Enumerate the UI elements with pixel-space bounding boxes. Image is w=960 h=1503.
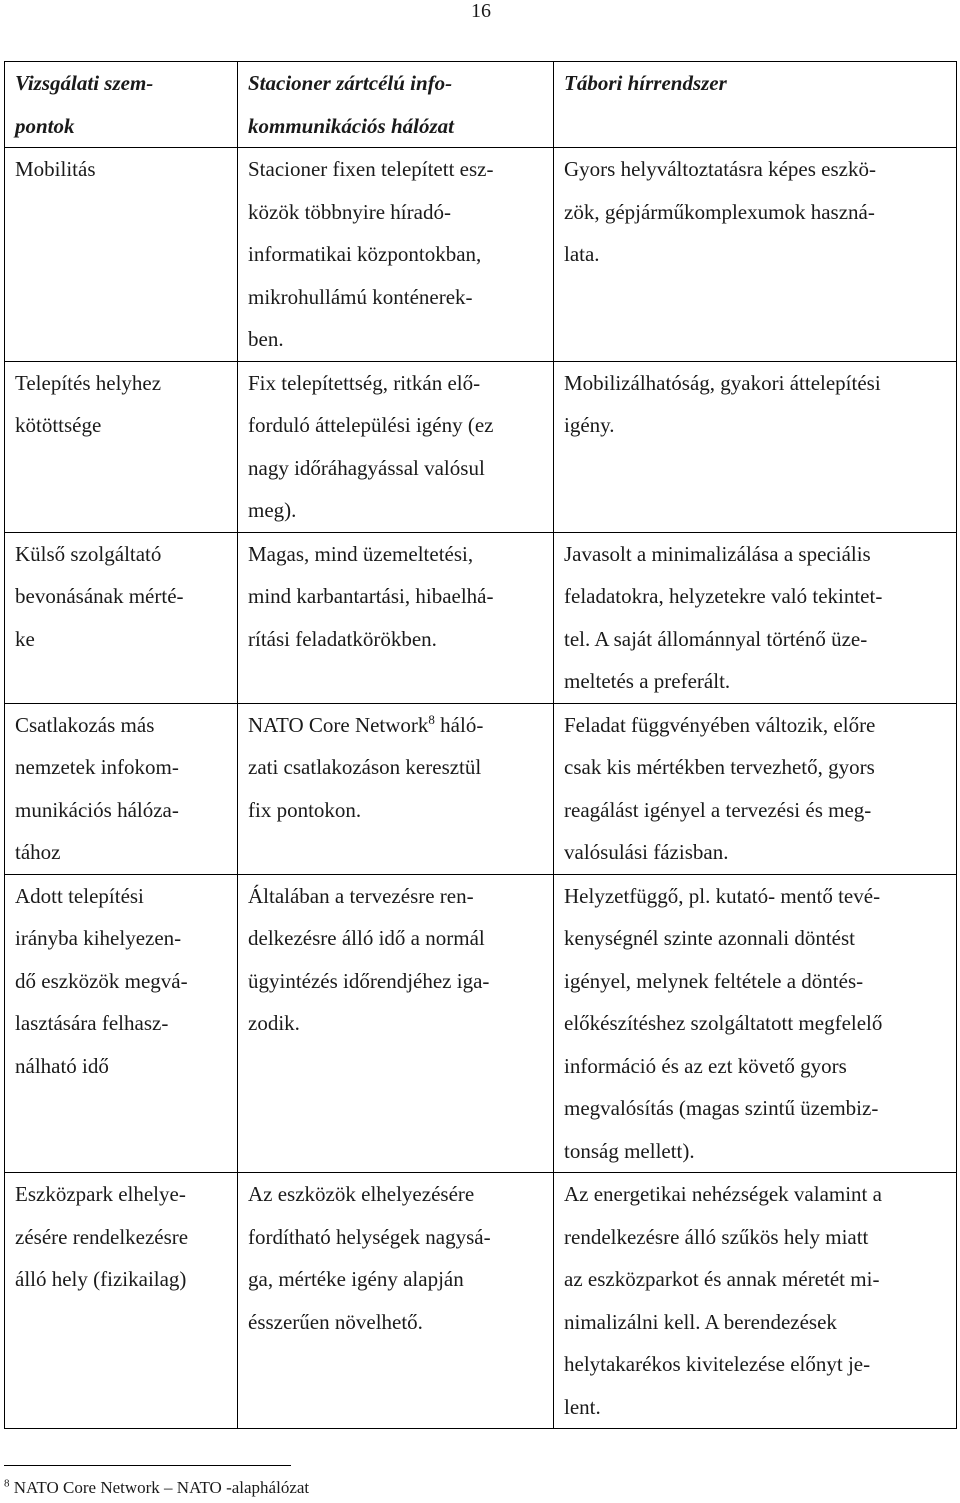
table-header-row <box>5 62 957 148</box>
cell-line: Adott telepítési <box>15 883 144 908</box>
cell-line: pontok <box>15 113 75 138</box>
cell-line: mind karbantartási, hibaelhá- <box>248 584 494 608</box>
cell-line: információ és az ezt követő gyors <box>564 1053 847 1078</box>
cell-line: rendelkezésre álló szűkös hely miatt <box>564 1224 869 1249</box>
cell-line: irányba kihelyezen- <box>15 926 182 950</box>
cell-criterion <box>5 532 238 703</box>
cell-line: fix pontokon. <box>248 797 362 822</box>
header-cell-stationary-network <box>238 62 554 148</box>
cell-line: zati csatlakozáson keresztül <box>248 755 482 779</box>
cell-line: csak kis mértékben tervezhető, gyors <box>564 755 875 779</box>
cell-stationary-network <box>238 703 554 874</box>
cell-line: rítási feladatkörökben. <box>248 626 437 651</box>
cell-criterion <box>5 1173 238 1429</box>
cell-line: nimalizálni kell. A berendezések <box>564 1309 837 1334</box>
cell-line: Tábori hírrendszer <box>564 71 727 95</box>
header-cell-field-system <box>554 62 957 148</box>
table-row <box>5 361 957 532</box>
cell-line: kötöttsége <box>15 413 102 437</box>
cell-line: Stacioner fixen telepített esz- <box>248 157 494 181</box>
cell-line: Stacioner zártcélú info- <box>248 71 453 95</box>
cell-line: lasztására felhasz- <box>15 1011 169 1035</box>
cell-line: nagy időráhagyással valósul <box>248 455 485 480</box>
table-row <box>5 874 957 1173</box>
cell-line: nálható idő <box>15 1053 109 1078</box>
cell-line: Javasolt a minimalizálása a speciális <box>564 541 871 566</box>
cell-line: kommunikációs hálózat <box>248 113 454 138</box>
footnote-number: 8 <box>4 1477 10 1490</box>
cell-line: Csatlakozás más <box>15 712 155 737</box>
cell-field-system <box>554 1173 957 1429</box>
cell-line: Mobilitás <box>15 157 96 181</box>
cell-line: dő eszközök megvá- <box>15 968 188 993</box>
cell-stationary-network <box>238 361 554 532</box>
cell-line: meltetés a preferált. <box>564 669 731 693</box>
cell-line: forduló áttelepülési igény (ez <box>248 413 494 437</box>
cell-line: fordítható helységek nagysá- <box>248 1224 491 1249</box>
cell-line: az eszközparkot és annak méretét mi- <box>564 1267 880 1291</box>
cell-line: Általában a tervezésre ren- <box>248 883 474 908</box>
cell-line: ésszerűen növelhető. <box>248 1309 423 1334</box>
cell-line: tonság mellett). <box>564 1138 695 1163</box>
footnote-text: NATO Core Network – NATO -alaphálózat <box>9 1478 310 1497</box>
cell-line: reagálást igényel a tervezési és meg- <box>564 797 872 822</box>
cell-line: Vizsgálati szem- <box>15 71 154 95</box>
cell-line: ga, mértéke igény alapján <box>248 1267 464 1291</box>
table-row <box>5 703 957 874</box>
cell-field-system <box>554 703 957 874</box>
cell-line: helytakarékos kivitelezése előnyt je- <box>564 1352 871 1376</box>
cell-line: megvalósítás (magas szintű üzembiz- <box>564 1096 879 1120</box>
cell-line: ben. <box>248 327 284 351</box>
cell-criterion <box>5 703 238 874</box>
cell-line: Az energetikai nehézségek valamint a <box>564 1182 882 1206</box>
cell-stationary-network <box>238 532 554 703</box>
comparison-table <box>4 61 957 1429</box>
cell-line: Feladat függvényében változik, előre <box>564 712 876 737</box>
cell-criterion <box>5 361 238 532</box>
cell-line: Gyors helyváltoztatásra képes eszkö- <box>564 157 876 181</box>
cell-line <box>248 704 539 747</box>
cell-line: tel. A saját állománnyal történő üze- <box>564 626 868 651</box>
cell-line: Telepítés helyhez <box>15 370 162 395</box>
cell-line: Helyzetfüggő, pl. kutató- mentő tevé- <box>564 883 881 908</box>
cell-stationary-network <box>238 1173 554 1429</box>
nato-text: NATO Core Network <box>248 712 429 737</box>
cell-line: tához <box>15 840 61 864</box>
cell-line: álló hely (fizikailag) <box>15 1267 187 1291</box>
cell-line: zodik. <box>248 1011 300 1035</box>
cell-field-system <box>554 532 957 703</box>
page-number: 16 <box>471 0 491 22</box>
cell-line: Külső szolgáltató <box>15 541 162 566</box>
table-row <box>5 148 957 362</box>
cell-line: Az eszközök elhelyezésére <box>248 1182 475 1206</box>
footnote-divider <box>4 1465 291 1466</box>
cell-field-system <box>554 361 957 532</box>
cell-line: igényel, melynek feltétele a döntés- <box>564 968 864 993</box>
cell-line: Fix telepítettség, ritkán elő- <box>248 370 481 395</box>
cell-stationary-network <box>238 148 554 362</box>
cell-stationary-network <box>238 874 554 1173</box>
cell-line: valósulási fázisban. <box>564 840 729 864</box>
cell-line: zésére rendelkezésre <box>15 1224 189 1249</box>
footnote <box>4 1476 309 1500</box>
cell-line: közök többnyire híradó- <box>248 199 451 224</box>
cell-line: informatikai központokban, <box>248 242 482 266</box>
cell-line: meg). <box>248 498 297 522</box>
cell-line: mikrohullámú konténerek- <box>248 284 473 309</box>
cell-line: lent. <box>564 1394 601 1419</box>
footnote-ref: 8 <box>428 711 435 727</box>
header-cell-criterion <box>5 62 238 148</box>
cell-criterion <box>5 874 238 1173</box>
cell-line: előkészítéshez szolgáltatott megfelelő <box>564 1011 883 1035</box>
cell-line: nemzetek infokom- <box>15 755 179 779</box>
cell-line: Mobilizálhatóság, gyakori áttelepítési <box>564 370 881 395</box>
cell-line: feladatokra, helyzetekre való tekintet- <box>564 584 883 608</box>
cell-line: lata. <box>564 242 600 266</box>
cell-field-system <box>554 874 957 1173</box>
cell-line: munikációs hálóza- <box>15 797 179 822</box>
cell-line: Eszközpark elhelye- <box>15 1182 186 1206</box>
cell-line: igény. <box>564 413 615 437</box>
cell-criterion <box>5 148 238 362</box>
cell-line: delkezésre álló idő a normál <box>248 926 485 950</box>
cell-line: ügyintézés időrendjéhez iga- <box>248 968 490 993</box>
cell-line: zök, gépjárműkomplexumok haszná- <box>564 199 875 224</box>
cell-line: kenységnél szinte azonnali döntést <box>564 926 855 950</box>
table-row <box>5 532 957 703</box>
cell-field-system <box>554 148 957 362</box>
nato-text-cont: háló- <box>434 712 484 737</box>
cell-line: Magas, mind üzemeltetési, <box>248 541 474 566</box>
cell-line: bevonásának mérté- <box>15 584 184 608</box>
table-row <box>5 1173 957 1429</box>
cell-line: ke <box>15 626 35 651</box>
